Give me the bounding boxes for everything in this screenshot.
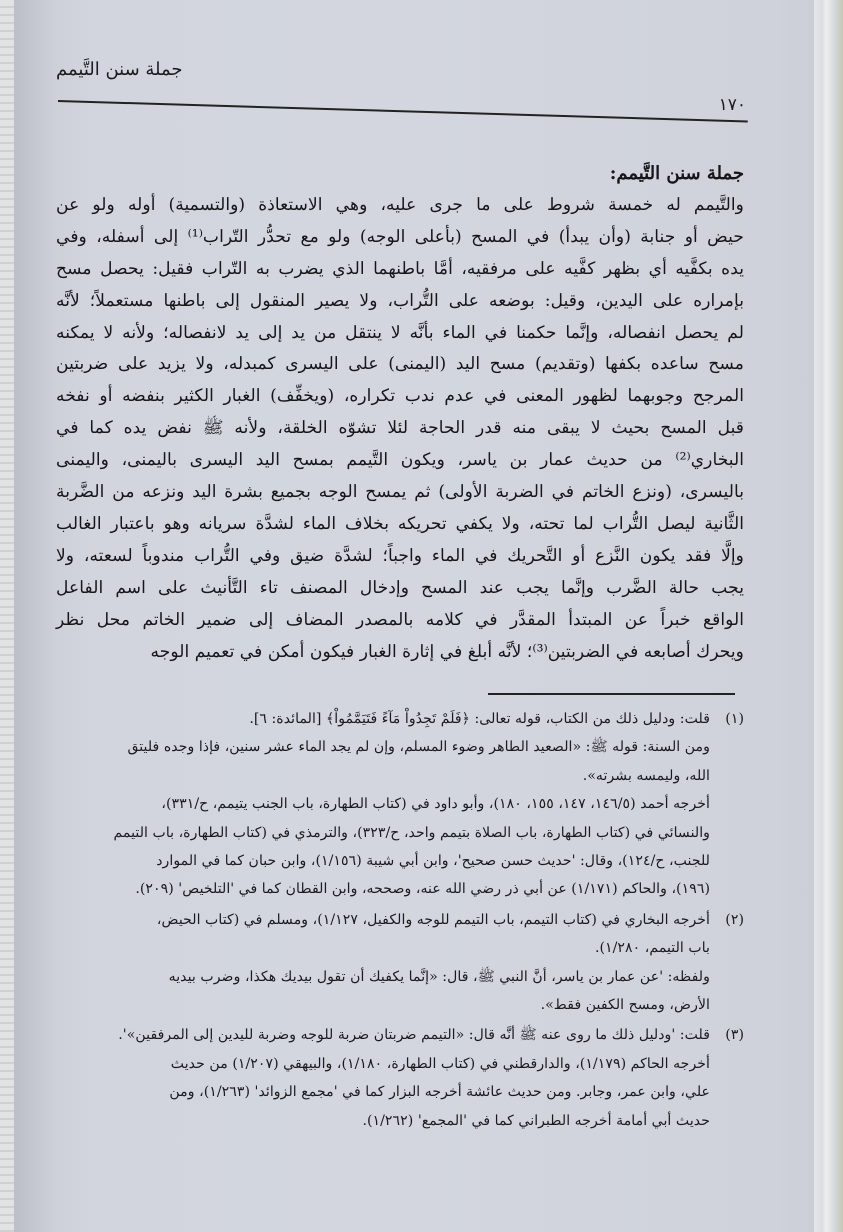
footnote-line: باب التيمم، ١/٢٨٠). (594, 940, 710, 957)
footnote-line: أخرجه أحمد (١٤٦/٥، ١٤٧، ١٥٥، ١٨٠)، وأبو داود في (كتاب الطهارة، باب الجنب يتيمم، ح/٣٣١)، (161, 796, 710, 813)
text-line: يده بكفَّيه أي بظهر كفَّيه على مرفقيه، أمَّا باطنهما الذي يضرب به التّراب فقيل: يحصل مسح (56, 258, 744, 279)
text-line: البخاري⁽²⁾ من حديث عمار بن ياسر، ويكون التَّيمم بمسح اليد اليسرى باليمنى، واليمنى (56, 450, 744, 471)
footnote-line: الله، وليمسه بشرته». (582, 767, 710, 784)
text-line: قبل المسح بحيث لا يبقى منه قدر الحاجة لئلا تشوّه الخلقة، ولأنه ﷺ نفض يده كما في (56, 418, 744, 439)
text-line: يجب حالة الضَّرب وإنَّما يجب عند المسح وإدخال المصنف تاء التَّأنيث على اسم الفاعل (56, 577, 744, 598)
text-line: وإلَّا فقد يكون النَّزع أو التَّحريك في الماء واجباً؛ لشدَّة ضيق وفي التُّراب مندوباً لسعته، ولا (56, 545, 744, 566)
page-stack-edge (814, 0, 843, 1232)
text-line: الواقع خبراً عن المبتدأ المقدَّر في كلامه بالمصدر المضاف إلى ضمير الخاتم محل نظر (56, 609, 744, 630)
footnote-number: (٢) (725, 911, 744, 928)
footnote-separator (488, 693, 735, 695)
text-line: ويحرك أصابعه في الضربتين⁽³⁾؛ لأنَّه أبلغ في إثارة الغبار فيكون أمكن في تعميم الوجه (150, 641, 744, 662)
footnote-line: قلت: 'ودليل ذلك ما روى عنه ﷺ أنَّه قال: «التيمم ضربتان ضربة للوجه وضربة لليدين إلى المرفقين»'. (118, 1027, 710, 1044)
footnote-1 (56, 705, 744, 904)
footnote-line: أخرجه الحاكم (١/١٧٩)، والدارقطني في (كتاب الطهارة، ١/١٨٠)، والبيهقي (١/٢٠٧) من حديث (170, 1055, 710, 1072)
text-line: لم يحصل انفصاله، وإنَّما حكمنا في الماء بأنَّه لا ينتقل من يد إلى يد لانفصاله؛ ولأنه لا يمكنه (56, 322, 744, 343)
footnote-line: علي، وابن عمر، وجابر. ومن حديث عائشة أخرجه البزار كما في 'مجمع الزوائد' (١/٢٦٣)، ومن (169, 1084, 710, 1101)
page-header (56, 55, 746, 115)
footnote-line: أخرجه البخاري في (كتاب التيمم، باب التيمم للوجه والكفيل، ١/١٢٧)، ومسلم في (كتاب الحيض، (156, 911, 710, 928)
text-line: المرجح وجوبهما لظهور المعنى في عدم ندب تكراره، (ويخفِّف) الغبار الكثير بنفضه أو نفخه (56, 386, 744, 407)
text-line: الثَّانية ليصل التُّراب لما تحته، ولا يكفي تحريكه بخلاف الماء لشدَّة سريانه وهو باعتبار الغالب (56, 513, 744, 534)
text-line: والتَّيمم له خمسة شروط على ما جرى عليه، وهي الاستعاذة (والتسمية) أوله ولو عن (56, 194, 744, 215)
footnote-number: (١) (725, 711, 744, 727)
footnote-2 (56, 906, 744, 1020)
text-line: بإمراره على اليدين، وقيل: بوضعه على التُّراب، ولا يصير المنقول إلى باطنها مستعملاً؛ لأنَّه (56, 290, 744, 311)
footnote-line: للجنب، ح/١٢٤)، وقال: 'حديث حسن صحيح'، وابن أبي شيبة (١/١٥٦)، وابن حبان كما في الموارد (156, 853, 710, 870)
text-line: حيض أو جنابة (وأن يبدأ) في المسح (بأعلى الوجه) ولو مع تحدُّر التّراب⁽¹⁾ إلى أسفله، وفي (56, 226, 744, 247)
text-line: مسح ساعده بكفها (وتقديم) مسح اليد (اليمنى) على اليسرى كمبدله، ولا يزيد على ضربتين (56, 354, 744, 375)
page-number: ١٧٠ (718, 95, 746, 115)
footnote-line: الأرض، ومسح الكفين فقط». (540, 997, 710, 1014)
footnotes (56, 705, 744, 1137)
running-title: جملة سنن التَّيمم (56, 59, 183, 80)
main-text (56, 158, 744, 669)
text-line: باليسرى، (ونزع الخاتم في الضربة الأولى) ثم يمسح الوجه بجميع بشرة اليد ونزعه من الضَّربة (56, 482, 744, 503)
footnote-line: قلت: ودليل ذلك من الكتاب، قوله تعالى: ﴿فَلَمْ تَجِدُواْ مَآءً فَتَيَمَّمُواْ﴾ [المائدة: ٦]. (249, 711, 710, 727)
footnote-line: حديث أبي أمامة أخرجه الطبراني كما في 'المجمع' (١/٢٦٢). (362, 1112, 710, 1129)
footnote-line: (١٩٦)، والحاكم (١/١٧١) عن أبي ذر رضي الله عنه، وصححه، وابن القطان كما في 'التلخيص' (٢٠٩). (135, 881, 710, 898)
footnote-line: ولفظه: 'عن عمار بن ياسر، أنَّ النبي ﷺ، قال: «إنَّما يكفيك أن تقول بيديك هكذا، وضرب بيديه (168, 968, 710, 985)
footnote-line: والنسائي في (كتاب الطهارة، باب الصلاة بتيمم واحد، ح/٣٢٣)، والترمذي في (كتاب الطهارة، باب التيمم (113, 824, 710, 841)
section-title: جملة سنن التَّيمم: (609, 163, 744, 184)
footnote-3 (56, 1021, 744, 1135)
footnote-line: ومن السنة: قوله ﷺ: «الصعيد الطاهر وضوء المسلم، وإن لم يجد الماء عشر سنين، فإذا وجده فليتق (127, 739, 710, 756)
footnote-number: (٣) (725, 1027, 744, 1044)
adjacent-page-edge (0, 0, 15, 1232)
